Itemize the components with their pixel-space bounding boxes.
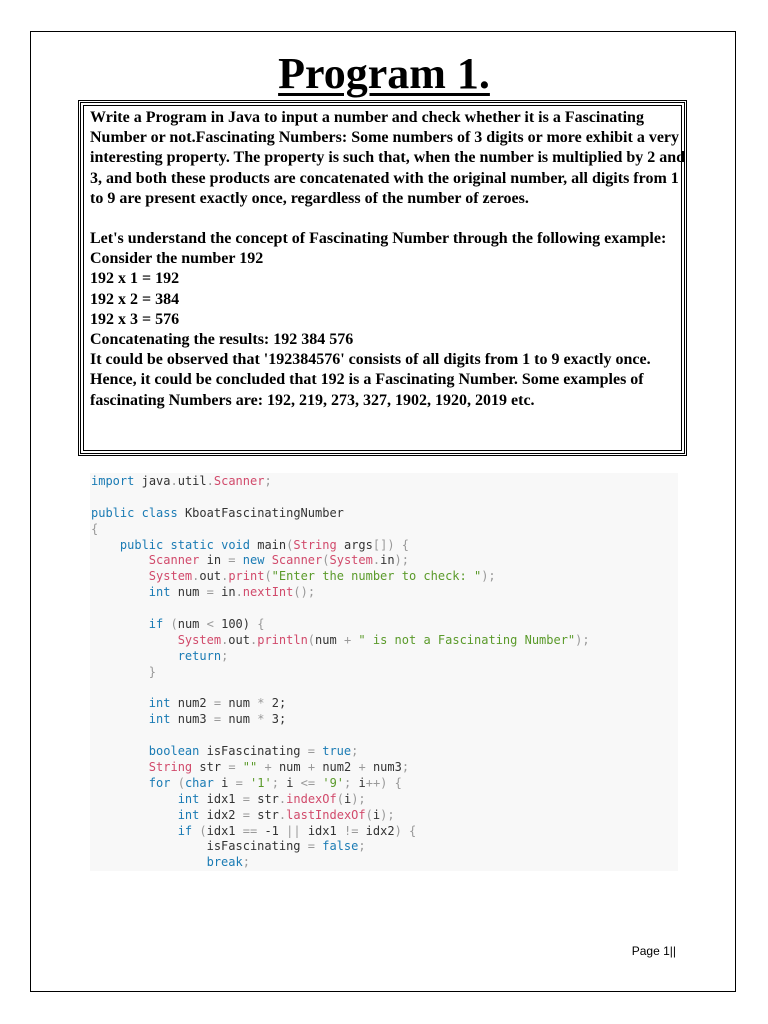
example-step-2: 192 x 2 = 384 — [90, 290, 180, 308]
example-concat: Concatenating the results: 192 384 576 — [90, 331, 354, 349]
code-line: if (idx1 == -1 || idx1 != idx2) { — [177, 823, 417, 838]
code-line — [91, 728, 676, 744]
code-line: for (char i = '1'; i <= '9'; i++) { — [148, 775, 402, 790]
code-block — [91, 474, 676, 871]
code-line: int num2 = num * 2; — [148, 696, 287, 711]
page-title: Program 1. — [278, 49, 490, 98]
example-step-3: 192 x 3 = 576 — [90, 310, 180, 328]
example-intro: Let's understand the concept of Fascinating Number through the following example: — [90, 230, 667, 248]
code-line: System.out.println(num + " is not a Fascinating Number"); — [177, 632, 590, 647]
code-line: System.out.print("Enter the number to check: "); — [148, 569, 496, 584]
code-line: break; — [206, 855, 250, 870]
code-line: import java.util.Scanner; — [91, 474, 272, 488]
code-line: } — [148, 664, 157, 679]
example-step-1: 192 x 1 = 192 — [90, 270, 180, 288]
code-line: int idx1 = str.indexOf(i); — [177, 791, 366, 806]
code-line: return; — [177, 648, 229, 663]
code-line: boolean isFascinating = true; — [148, 744, 359, 759]
page-number: Page 1|| — [631, 944, 676, 958]
problem-statement — [90, 108, 690, 411]
code-line: int num3 = num * 3; — [148, 712, 287, 727]
code-line — [91, 601, 676, 617]
example-consider: Consider the number 192 — [90, 250, 264, 268]
code-line: Scanner in = new Scanner(System.in); — [148, 553, 409, 568]
code-line — [91, 681, 676, 697]
code-line: public static void main(String args[]) { — [119, 537, 410, 552]
code-line — [91, 490, 676, 506]
example-conclusion: It could be observed that '192384576' consists of all digits from 1 to 9 exactly once. Hence, it could be concluded that 192 is a Fascinating Number. Some examples of fascinating Numbers are: 192, 219, 273, 327, 1902, 1920, 2019 etc. — [90, 351, 651, 409]
code-line: int num = in.nextInt(); — [148, 585, 316, 600]
code-line: String str = "" + num + num2 + num3; — [148, 760, 410, 775]
code-line: isFascinating = false; — [206, 839, 366, 854]
code-line: int idx2 = str.lastIndexOf(i); — [177, 807, 395, 822]
problem-paragraph: Write a Program in Java to input a number and check whether it is a Fascinating Number or not.Fascinating Numbers: Some numbers of 3 digits or more exhibit a very interesting property. The property is such that, when the number is multiplied by 2 and 3, and both these products are concatenated with the original number, all digits from 1 to 9 are present exactly once, regardless of the number of zeroes. — [90, 109, 686, 207]
code-line: if (num < 100) { — [148, 617, 265, 632]
code-line: { — [91, 521, 99, 536]
code-line: public class KboatFascinatingNumber — [91, 505, 344, 520]
